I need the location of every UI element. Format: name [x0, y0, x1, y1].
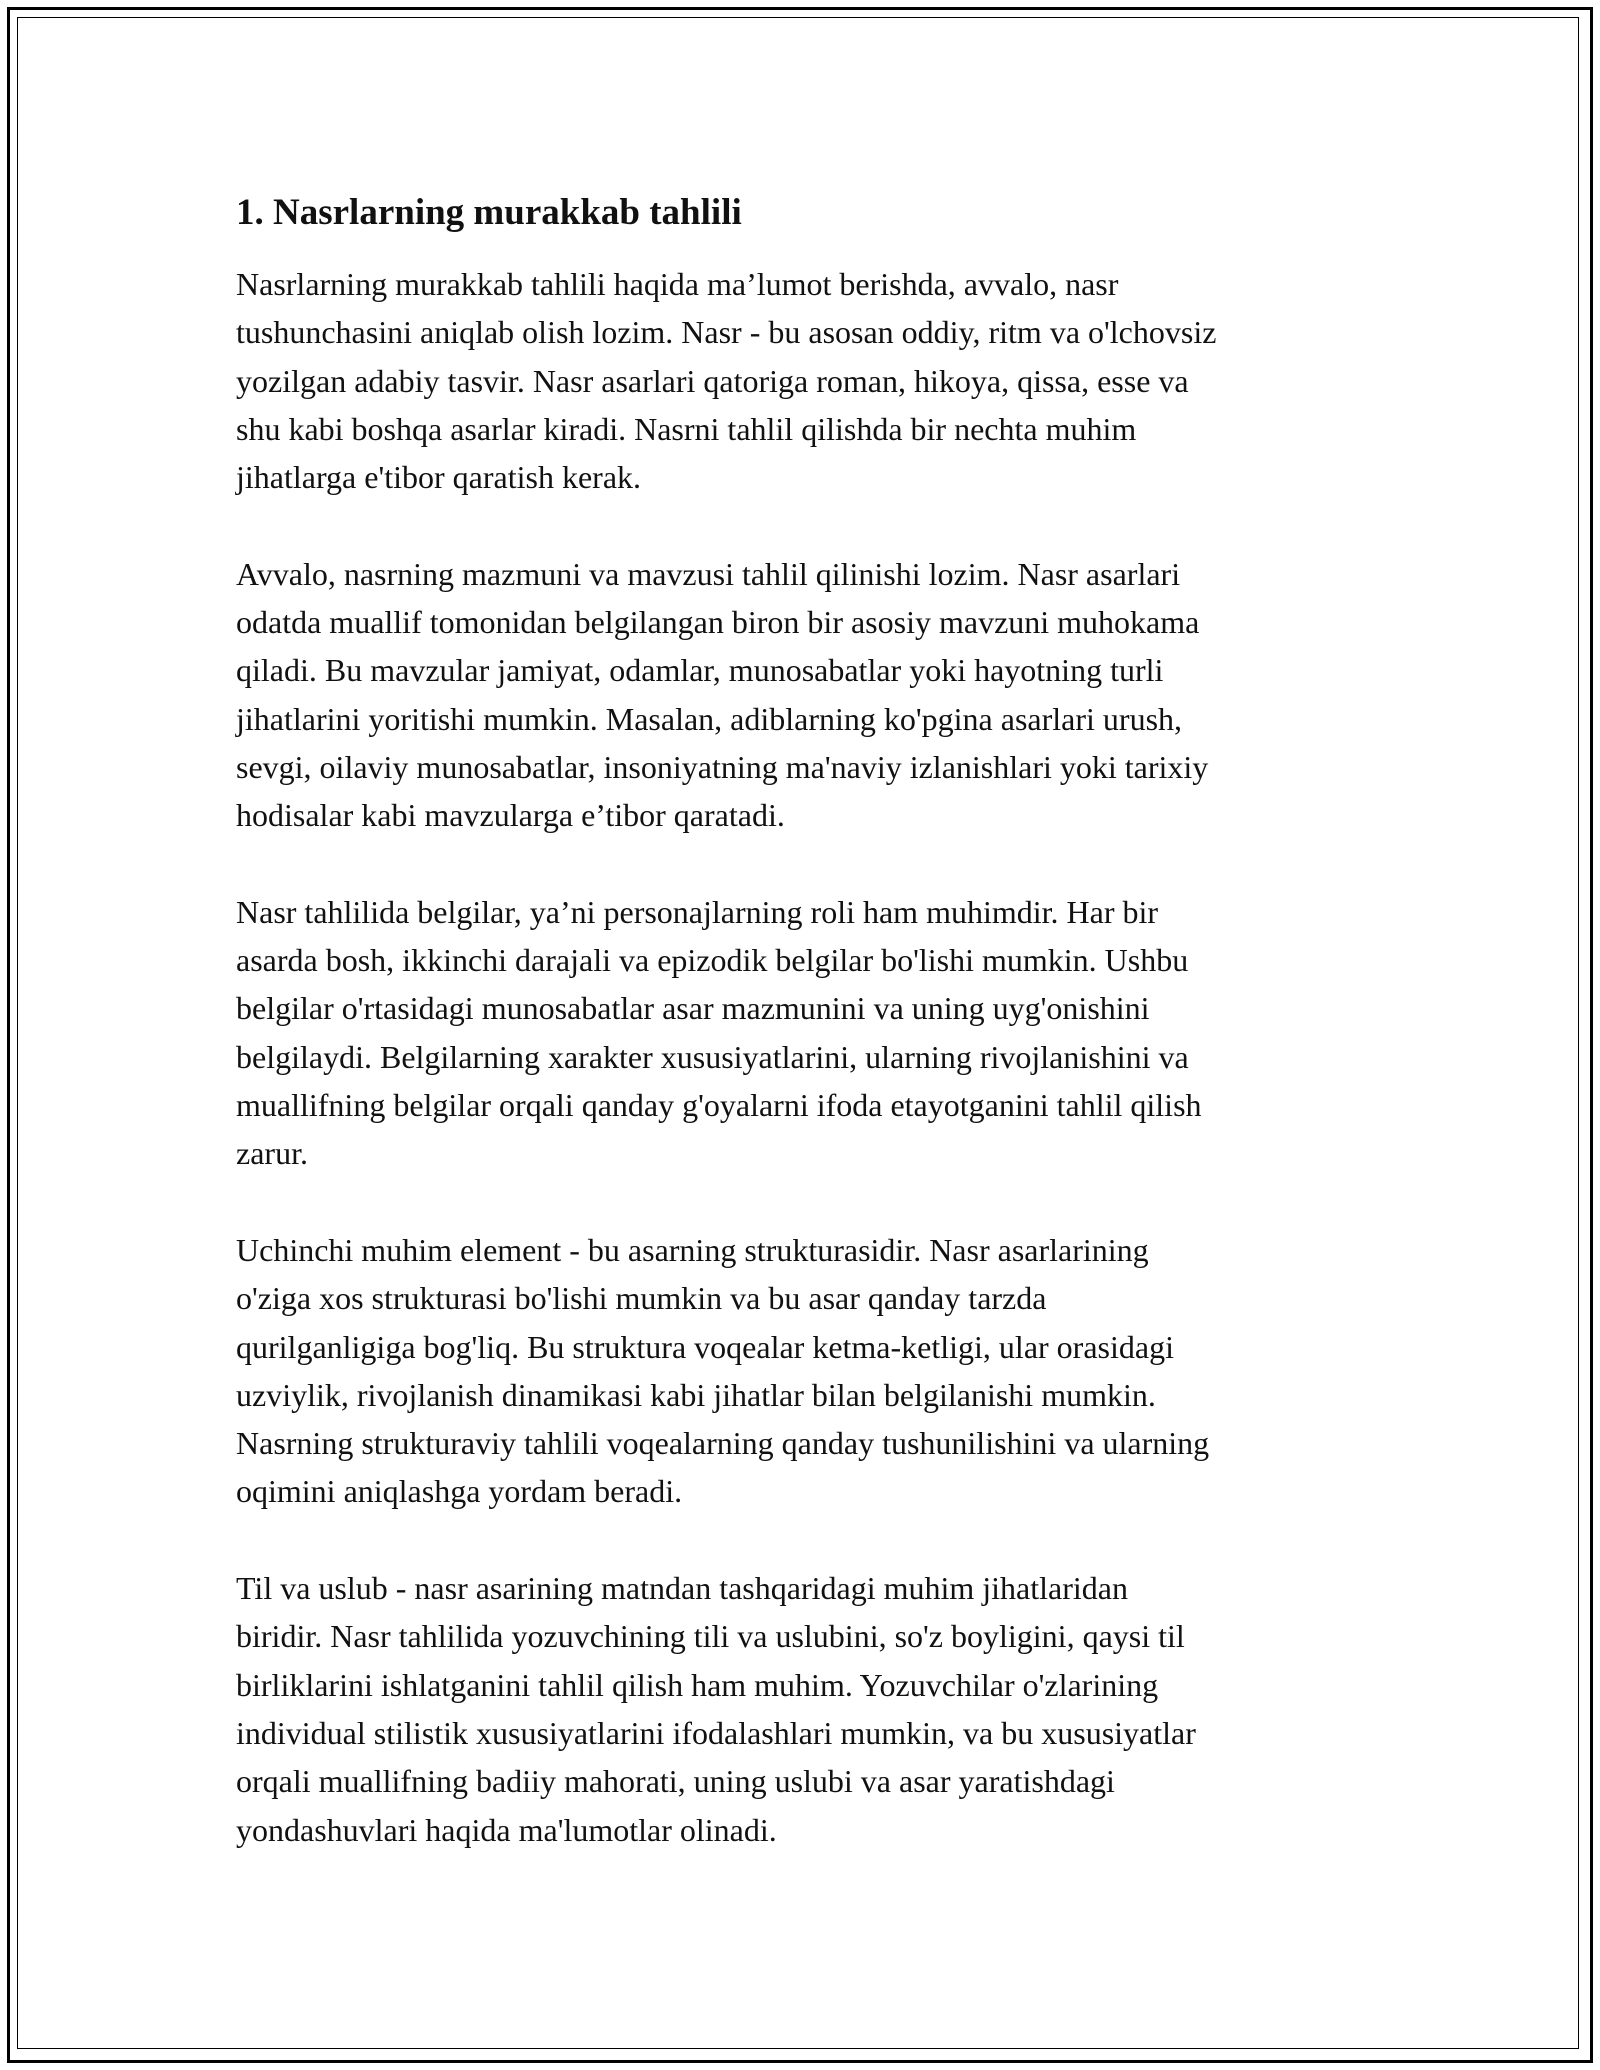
document-body	[236, 184, 1366, 1902]
text-line: shu kabi boshqa asarlar kiradi. Nasrni tahlil qilishda bir nechta muhim	[236, 410, 1137, 447]
text-line: sevgi, oilaviy munosabatlar, insoniyatning ma'naviy izlanishlari yoki tarixiy	[236, 748, 1209, 785]
text-line: odatda muallif tomonidan belgilangan biron bir asosiy mavzuni muhokama	[236, 604, 1200, 641]
text-line: qurilganligiga bog'liq. Bu struktura voqealar ketma-ketligi, ular orasidagi	[236, 1328, 1174, 1365]
text-line: Avvalo, nasrning mazmuni va mavzusi tahlil qilinishi lozim. Nasr asarlari	[236, 555, 1181, 592]
paragraph-3	[236, 888, 1366, 1178]
text-line: hodisalar kabi mavzularga e’tibor qaratadi.	[236, 797, 785, 834]
text-line: tushunchasini aniqlab olish lozim. Nasr - bu asosan oddiy, ritm va o'lchovsiz	[236, 314, 1217, 351]
text-line: Nasr tahlilida belgilar, ya’ni personajlarning roli ham muhimdir. Har bir	[236, 893, 1159, 930]
text-line: yozilgan adabiy tasvir. Nasr asarlari qatoriga roman, hikoya, qissa, esse va	[236, 362, 1189, 399]
paragraph-1	[236, 260, 1366, 501]
text-line: oqimini aniqlashga yordam beradi.	[236, 1473, 683, 1510]
text-line: zarur.	[236, 1135, 308, 1172]
text-line: Uchinchi muhim element - bu asarning strukturasidir. Nasr asarlarining	[236, 1231, 1149, 1268]
text-line: uzviylik, rivojlanish dinamikasi kabi jihatlar bilan belgilanishi mumkin.	[236, 1376, 1156, 1413]
text-line: Til va uslub - nasr asarining matndan tashqaridagi muhim jihatlaridan	[236, 1570, 1128, 1607]
section-heading: 1. Nasrlarning murakkab tahlili	[236, 192, 742, 233]
text-line: jihatlarini yoritishi mumkin. Masalan, adiblarning ko'pgina asarlari urush,	[236, 700, 1183, 737]
paragraph-2	[236, 550, 1366, 840]
text-line: belgilaydi. Belgilarning xarakter xususiyatlarini, ularning rivojlanishini va	[236, 1038, 1189, 1075]
paragraph-5	[236, 1564, 1366, 1854]
text-line: Nasrlarning murakkab tahlili haqida ma’lumot berishda, avvalo, nasr	[236, 266, 1119, 302]
text-line: jihatlarga e'tibor qaratish kerak.	[236, 459, 642, 496]
text-line: orqali muallifning badiiy mahorati, uning uslubi va asar yaratishdagi	[236, 1763, 1115, 1800]
text-line: Nasrning strukturaviy tahlili voqealarning qanday tushunilishini va ularning	[236, 1425, 1210, 1462]
text-line: biridir. Nasr tahlilida yozuvchining tili va uslubini, so'z boyligini, qaysi til	[236, 1618, 1185, 1655]
text-line: individual stilistik xususiyatlarini ifodalashlari mumkin, va bu xususiyatlar	[236, 1714, 1196, 1751]
text-line: qiladi. Bu mavzular jamiyat, odamlar, munosabatlar yoki hayotning turli	[236, 652, 1164, 689]
text-line: asarda bosh, ikkinchi darajali va epizodik belgilar bo'lishi mumkin. Ushbu	[236, 942, 1189, 979]
text-line: belgilar o'rtasidagi munosabatlar asar mazmunini va uning uyg'onishini	[236, 990, 1150, 1027]
text-line: yondashuvlari haqida ma'lumotlar olinadi.	[236, 1811, 777, 1848]
text-line: muallifning belgilar orqali qanday g'oyalarni ifoda etayotganini tahlil qilish	[236, 1087, 1202, 1124]
text-line: o'ziga xos strukturasi bo'lishi mumkin va bu asar qanday tarzda	[236, 1280, 1047, 1317]
text-line: birliklarini ishlatganini tahlil qilish ham muhim. Yozuvchilar o'zlarining	[236, 1666, 1159, 1703]
paragraph-4	[236, 1226, 1366, 1516]
